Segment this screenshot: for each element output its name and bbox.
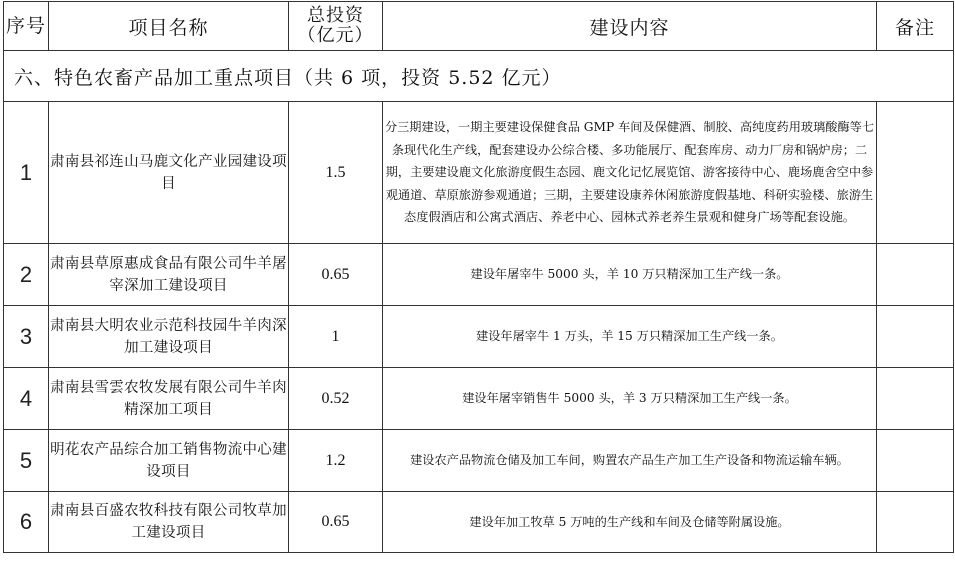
project-investment: 1.5 bbox=[289, 102, 383, 244]
header-name: 项目名称 bbox=[49, 2, 289, 51]
row-number: 4 bbox=[4, 368, 49, 430]
project-table bbox=[3, 1, 954, 553]
project-name: 肃南县雪雲农牧发展有限公司牛羊肉精深加工项目 bbox=[49, 368, 289, 430]
project-investment: 1 bbox=[289, 306, 383, 368]
header-investment bbox=[289, 2, 383, 51]
project-investment: 0.65 bbox=[289, 492, 383, 553]
project-remark bbox=[877, 102, 954, 244]
table-row bbox=[4, 306, 954, 368]
row-number: 2 bbox=[4, 244, 49, 306]
project-content: 分三期建设，一期主要建设保健食品 GMP 车间及保健酒、制胶、高纯度药用玻璃酸酶等七条现代化生产线，配套建设办公综合楼、多功能展厅、配套库房、动力厂房和锅炉房；二期，主要建设鹿文化旅游度假生态园、鹿文化记忆展览馆、游客接待中心、鹿场鹿舍空中参观通道、草原旅游参观通道；三期，主要建设康养休闲旅游度假基地、科研实验楼、旅游生态度假酒店和公寓式酒店、养老中心、园林式养老养生景观和健身广场等配套设施。 bbox=[383, 102, 877, 244]
project-name: 肃南县草原惠成食品有限公司牛羊屠宰深加工建设项目 bbox=[49, 244, 289, 306]
table-row bbox=[4, 368, 954, 430]
project-content: 建设农产品物流仓储及加工车间，购置农产品生产加工生产设备和物流运输车辆。 bbox=[383, 430, 877, 492]
project-name: 肃南县百盛农牧科技有限公司牧草加工建设项目 bbox=[49, 492, 289, 553]
table-row bbox=[4, 430, 954, 492]
project-remark bbox=[877, 492, 954, 553]
header-row bbox=[4, 2, 954, 51]
project-content: 建设年加工牧草 5 万吨的生产线和车间及仓储等附属设施。 bbox=[383, 492, 877, 553]
project-content: 建设年屠宰销售牛 5000 头，羊 3 万只精深加工生产线一条。 bbox=[383, 368, 877, 430]
project-investment: 0.52 bbox=[289, 368, 383, 430]
project-investment: 1.2 bbox=[289, 430, 383, 492]
header-remark: 备注 bbox=[877, 2, 954, 51]
header-no: 序号 bbox=[4, 2, 49, 51]
project-remark bbox=[877, 430, 954, 492]
section-row bbox=[4, 51, 954, 102]
row-number: 6 bbox=[4, 492, 49, 553]
table-row bbox=[4, 492, 954, 553]
section-title: 六、特色农畜产品加工重点项目（共 6 项，投资 5.52 亿元） bbox=[4, 51, 954, 102]
project-investment: 0.65 bbox=[289, 244, 383, 306]
row-number: 3 bbox=[4, 306, 49, 368]
project-content: 建设年屠宰牛 1 万头，羊 15 万只精深加工生产线一条。 bbox=[383, 306, 877, 368]
project-name: 肃南县祁连山马鹿文化产业园建设项目 bbox=[49, 102, 289, 244]
project-name: 明花农产品综合加工销售物流中心建设项目 bbox=[49, 430, 289, 492]
project-remark bbox=[877, 306, 954, 368]
project-remark bbox=[877, 368, 954, 430]
header-content: 建设内容 bbox=[383, 2, 877, 51]
project-remark bbox=[877, 244, 954, 306]
row-number: 5 bbox=[4, 430, 49, 492]
header-investment-line1: 总投资 bbox=[307, 5, 364, 26]
table-row bbox=[4, 244, 954, 306]
table-row bbox=[4, 102, 954, 244]
header-investment-line2: （亿元） bbox=[297, 25, 374, 46]
row-number: 1 bbox=[4, 102, 49, 244]
project-content: 建设年屠宰牛 5000 头，羊 10 万只精深加工生产线一条。 bbox=[383, 244, 877, 306]
project-name: 肃南县大明农业示范科技园牛羊肉深加工建设项目 bbox=[49, 306, 289, 368]
